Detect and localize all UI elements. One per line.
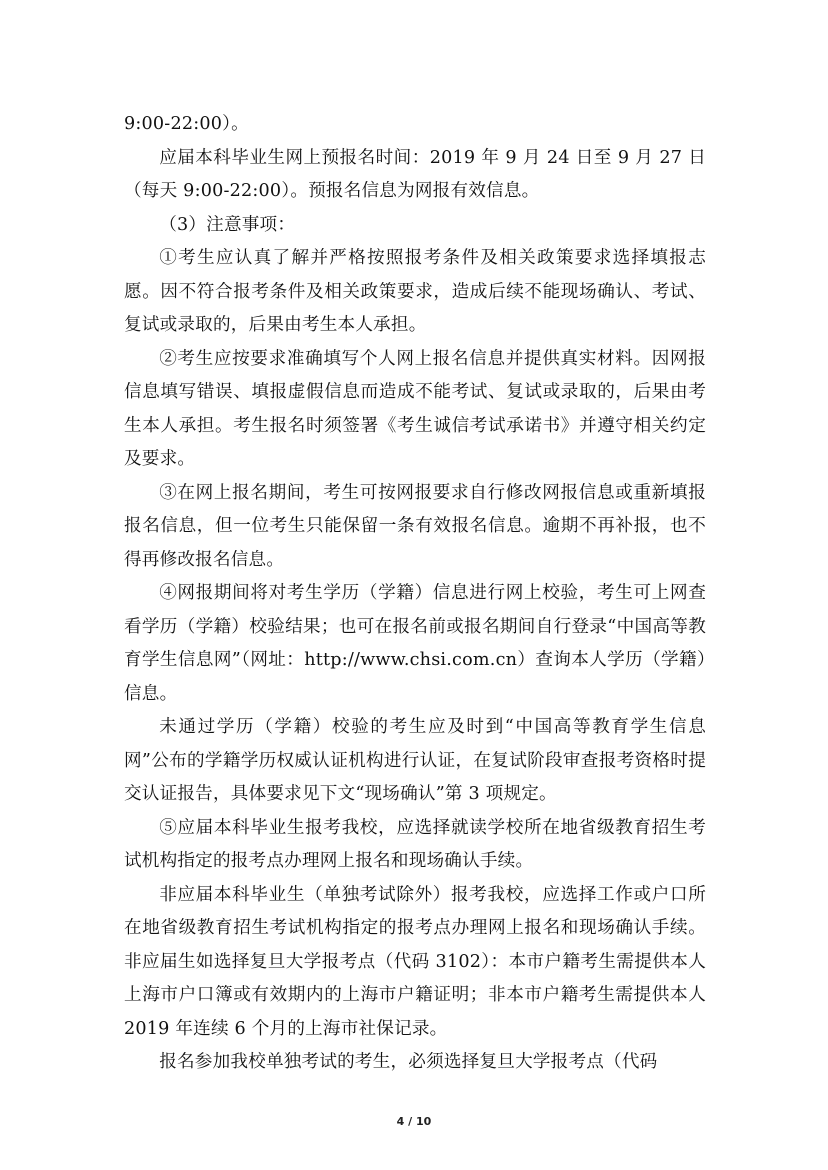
paragraph-non-fresh-graduates: 非应届本科毕业生（单独考试除外）报考我校，应选择工作或户口所在地省级教育招生考试机构指定的报考点办理网上报名和现场确认手续。非应届生如选择复旦大学报考点（代码 3102）：本市户籍考生需提供本人上海市户口簿或有效期内的上海市户籍证明；非本市户籍考生需提供本人 2019 年连续 6 个月的上海市社保记录。	[124, 884, 706, 1039]
paragraph-note-4: ④网报期间将对考生学历（学籍）信息进行网上校验，考生可上网查看学历（学籍）校验结果；也可在报名前或报名期间自行登录“中国高等教育学生信息网”（网址：http://www.chsi.com.cn）查询本人学历（学籍）信息。	[124, 583, 706, 704]
paragraph-verification: 未通过学历（学籍）校验的考生应及时到“中国高等教育学生信息网”公布的学籍学历权威认证机构进行认证，在复试阶段审查报考资格时提交认证报告，具体要求见下文“现场确认”第 3 项规定。	[124, 717, 706, 804]
paragraph-note-5: ⑤应届本科毕业生报考我校，应选择就读学校所在地省级教育招生考试机构指定的报考点办理网上报名和现场确认手续。	[124, 817, 706, 871]
section-heading-notes: （3）注意事项：	[159, 214, 296, 235]
paragraph-note-3: ③在网上报名期间，考生可按网报要求自行修改网报信息或重新填报报名信息，但一位考生只能保留一条有效报名信息。逾期不再补报，也不得再修改报名信息。	[124, 482, 706, 570]
paragraph-time-continued: 9:00-22:00）。	[124, 114, 249, 134]
page-number: 4 / 10	[396, 1115, 432, 1128]
paragraph-pre-registration-time: 应届本科毕业生网上预报名时间：2019 年 9 月 24 日至 9 月 27 日（每天 9:00-22:00）。预报名信息为网报有效信息。	[124, 147, 706, 201]
paragraph-note-1: ①考生应认真了解并严格按照报考条件及相关政策要求选择填报志愿。因不符合报考条件及相关政策要求，造成后续不能现场确认、考试、复试或录取的，后果由考生本人承担。	[124, 248, 706, 335]
paragraph-separate-exam: 报名参加我校单独考试的考生，必须选择复旦大学报考点（代码	[159, 1052, 658, 1072]
document-body	[124, 108, 706, 1080]
paragraph-note-2: ②考生应按要求准确填写个人网上报名信息并提供真实材料。因网报信息填写错误、填报虚假信息而造成不能考试、复试或录取的，后果由考生本人承担。考生报名时须签署《考生诚信考试承诺书》并遵守相关约定及要求。	[124, 348, 706, 469]
